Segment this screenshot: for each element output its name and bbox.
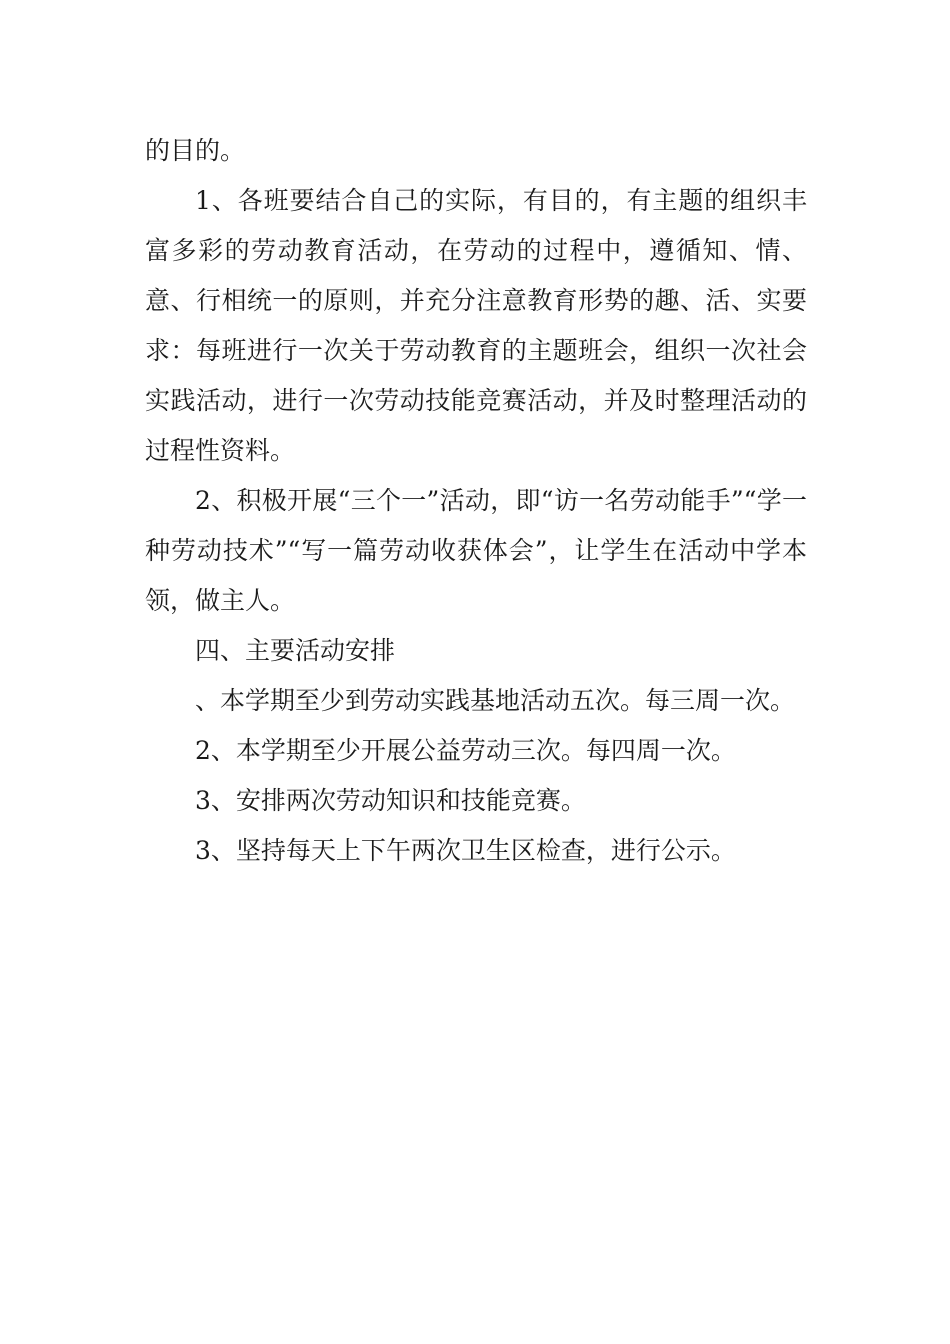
section-heading: 四、主要活动安排 — [195, 636, 396, 665]
paragraph-item-2: 2、积极开展“三个一”活动，即“访一名劳动能手”“学一种劳动技术”“写一篇劳动收获体会”，让学生在活动中学本领，做主人。 — [145, 486, 807, 615]
arrangement-item-2: 2、本学期至少开展公益劳动三次。每四周一次。 — [195, 736, 736, 765]
paragraph-continuation: 的目的。 — [145, 136, 246, 165]
arrangement-item-1: 、本学期至少到劳动实践基地活动五次。每三周一次。 — [195, 686, 796, 715]
paragraph-item-1: 1、各班要结合自己的实际，有目的，有主题的组织丰富多彩的劳动教育活动，在劳动的过程中，遵循知、情、意、行相统一的原则，并充分注意教育形势的趣、活、实要求：每班进行一次关于劳动教育的主题班会，组织一次社会实践活动，进行一次劳动技能竞赛活动，并及时整理活动的过程性资料。 — [145, 186, 807, 465]
document-body — [145, 126, 807, 876]
arrangement-item-3: 3、安排两次劳动知识和技能竞赛。 — [195, 786, 586, 815]
arrangement-item-4: 3、坚持每天上下午两次卫生区检查，进行公示。 — [195, 836, 736, 865]
